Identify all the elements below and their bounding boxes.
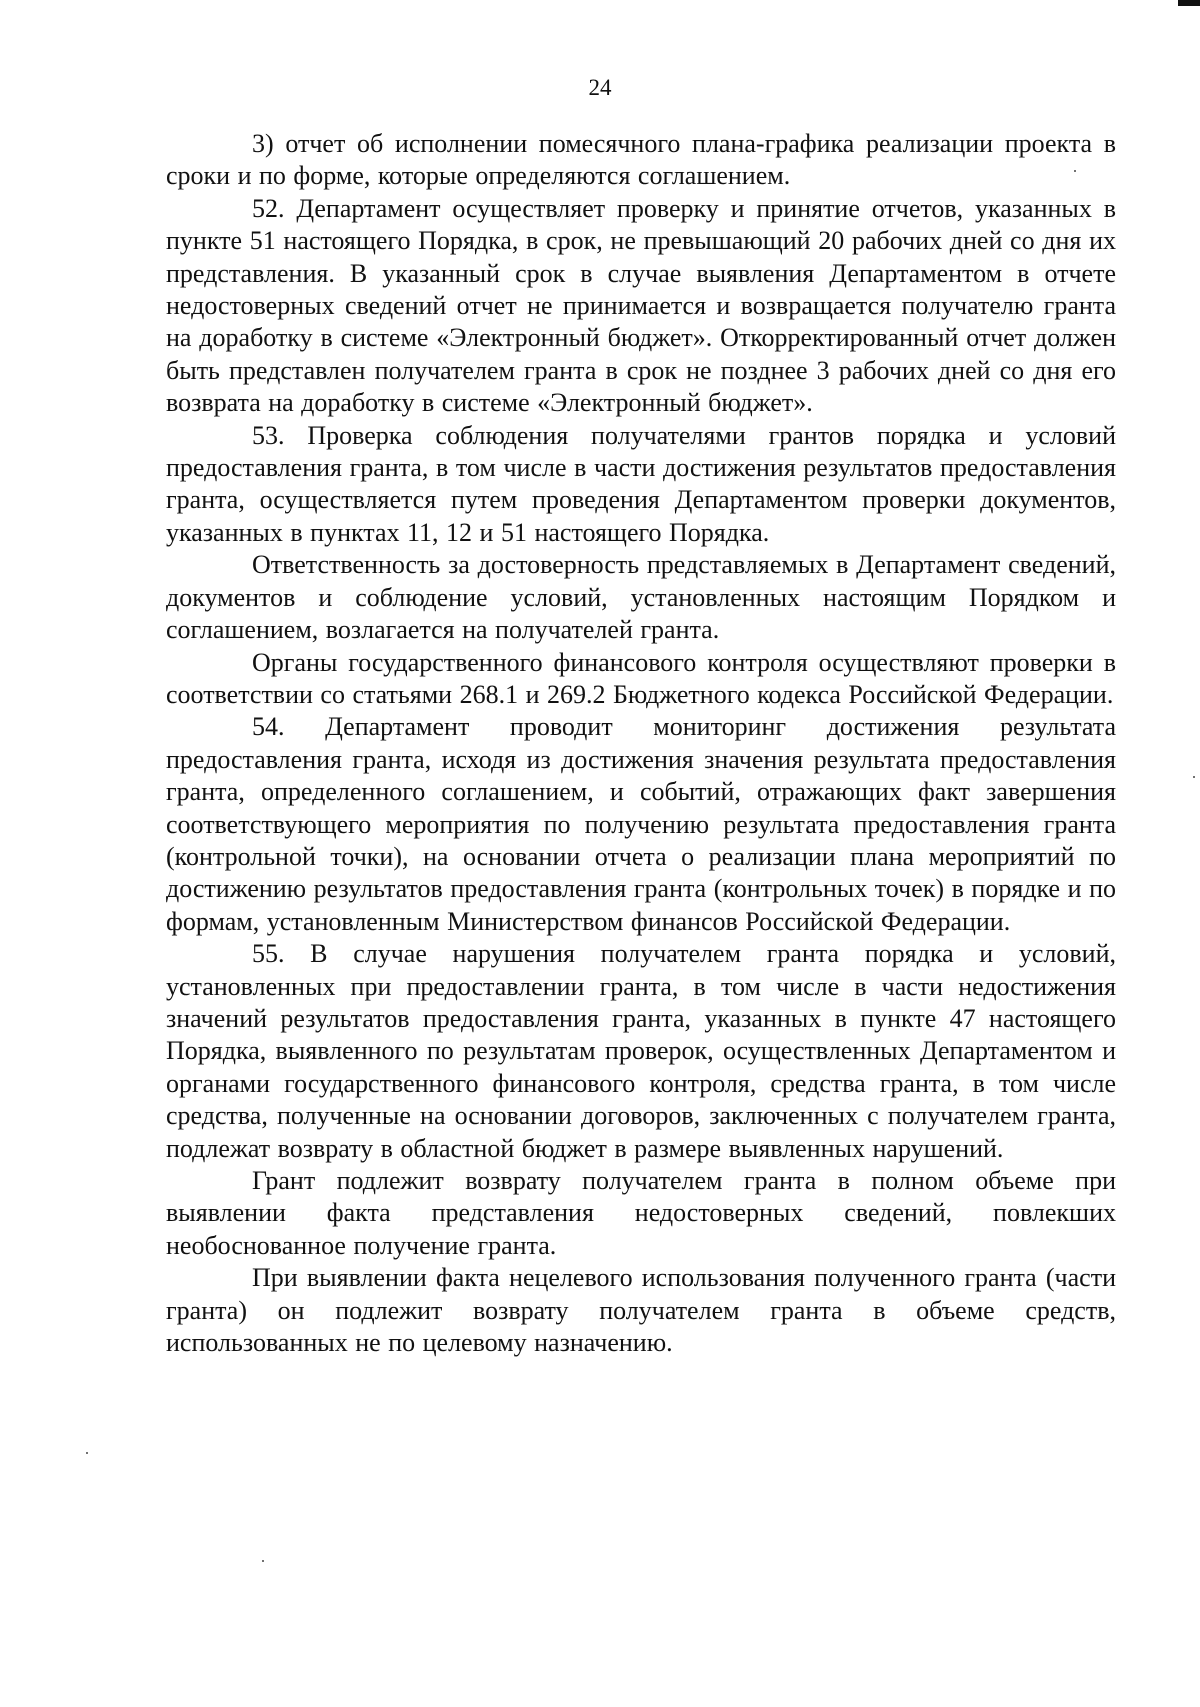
scan-corner-mark [1178, 0, 1200, 6]
page-number: 24 [588, 75, 612, 100]
document-body [166, 128, 1116, 1359]
paragraph-item-3: 3) отчет об исполнении помесячного плана-графика реализации проекта в сроки и по форме, которые определяются соглашением. [166, 129, 1116, 191]
paragraph-responsibility: Ответственность за достоверность представляемых в Департамент сведений, документов и соблюдение условий, установленных настоящим Порядком и соглашением, возлагается на получателей гранта. [166, 550, 1116, 645]
paragraph-full-refund: Грант подлежит возврату получателем гранта в полном объеме при выявлении факта представления недостоверных сведений, повлекших необоснованное получение гранта. [166, 1166, 1116, 1260]
paragraph-financial-control: Органы государственного финансового контроля осуществляют проверки в соответствии со статьями 268.1 и 269.2 Бюджетного кодекса Российской Федерации. [166, 647, 1116, 709]
scan-speck [1074, 170, 1076, 172]
paragraph-55: 55. В случае нарушения получателем гранта порядка и условий, установленных при предоставлении гранта, в том числе в части недостижения значений результатов предоставления гранта, указанных в пункте 47 настоящего Порядка, выявленного по результатам проверок, осуществленных Департаментом и органами государственного финансового контроля, средства гранта, в том числе средства, полученные на основании договоров, заключенных с получателем гранта, подлежат возврату в областной бюджет в размере выявленных нарушений. [166, 939, 1116, 1163]
paragraph-53: 53. Проверка соблюдения получателями грантов порядка и условий предоставления гранта, в том числе в части достижения результатов предоставления гранта, осуществляется путем проведения Департаментом проверки документов, указанных в пунктах 11, 12 и 51 настоящего Порядка. [166, 420, 1116, 547]
scan-speck [262, 1560, 264, 1562]
paragraph-52: 52. Департамент осуществляет проверку и принятие отчетов, указанных в пункте 51 настоящего Порядка, в срок, не превышающий 20 рабочих дней со дня их представления. В указанный срок в случае выявления Департаментом в отчете недостоверных сведений отчет не принимается и возвращается получателю гранта на доработку в системе «Электронный бюджет». Откорректированный отчет должен быть представлен получателем гранта в срок не позднее 3 рабочих дней со дня его возврата на доработку в системе «Электронный бюджет». [166, 193, 1116, 418]
scan-speck [1193, 776, 1195, 778]
paragraph-misuse-refund: При выявлении факта нецелевого использования полученного гранта (части гранта) он подлежит возврату получателем гранта в объеме средств, использованных не по целевому назначению. [166, 1263, 1116, 1358]
scan-speck [86, 1452, 88, 1454]
paragraph-54: 54. Департамент проводит мониторинг достижения результата предоставления гранта, исходя из достижения значения результата предоставления гранта, определенного соглашением, и событий, отражающих факт завершения соответствующего мероприятия по получению результата предоставления гранта (контрольной точки), на основании отчета о реализации плана мероприятий по достижению результатов предоставления гранта (контрольных точек) в порядке и по формам, установленным Министерством финансов Российской Федерации. [166, 712, 1116, 936]
